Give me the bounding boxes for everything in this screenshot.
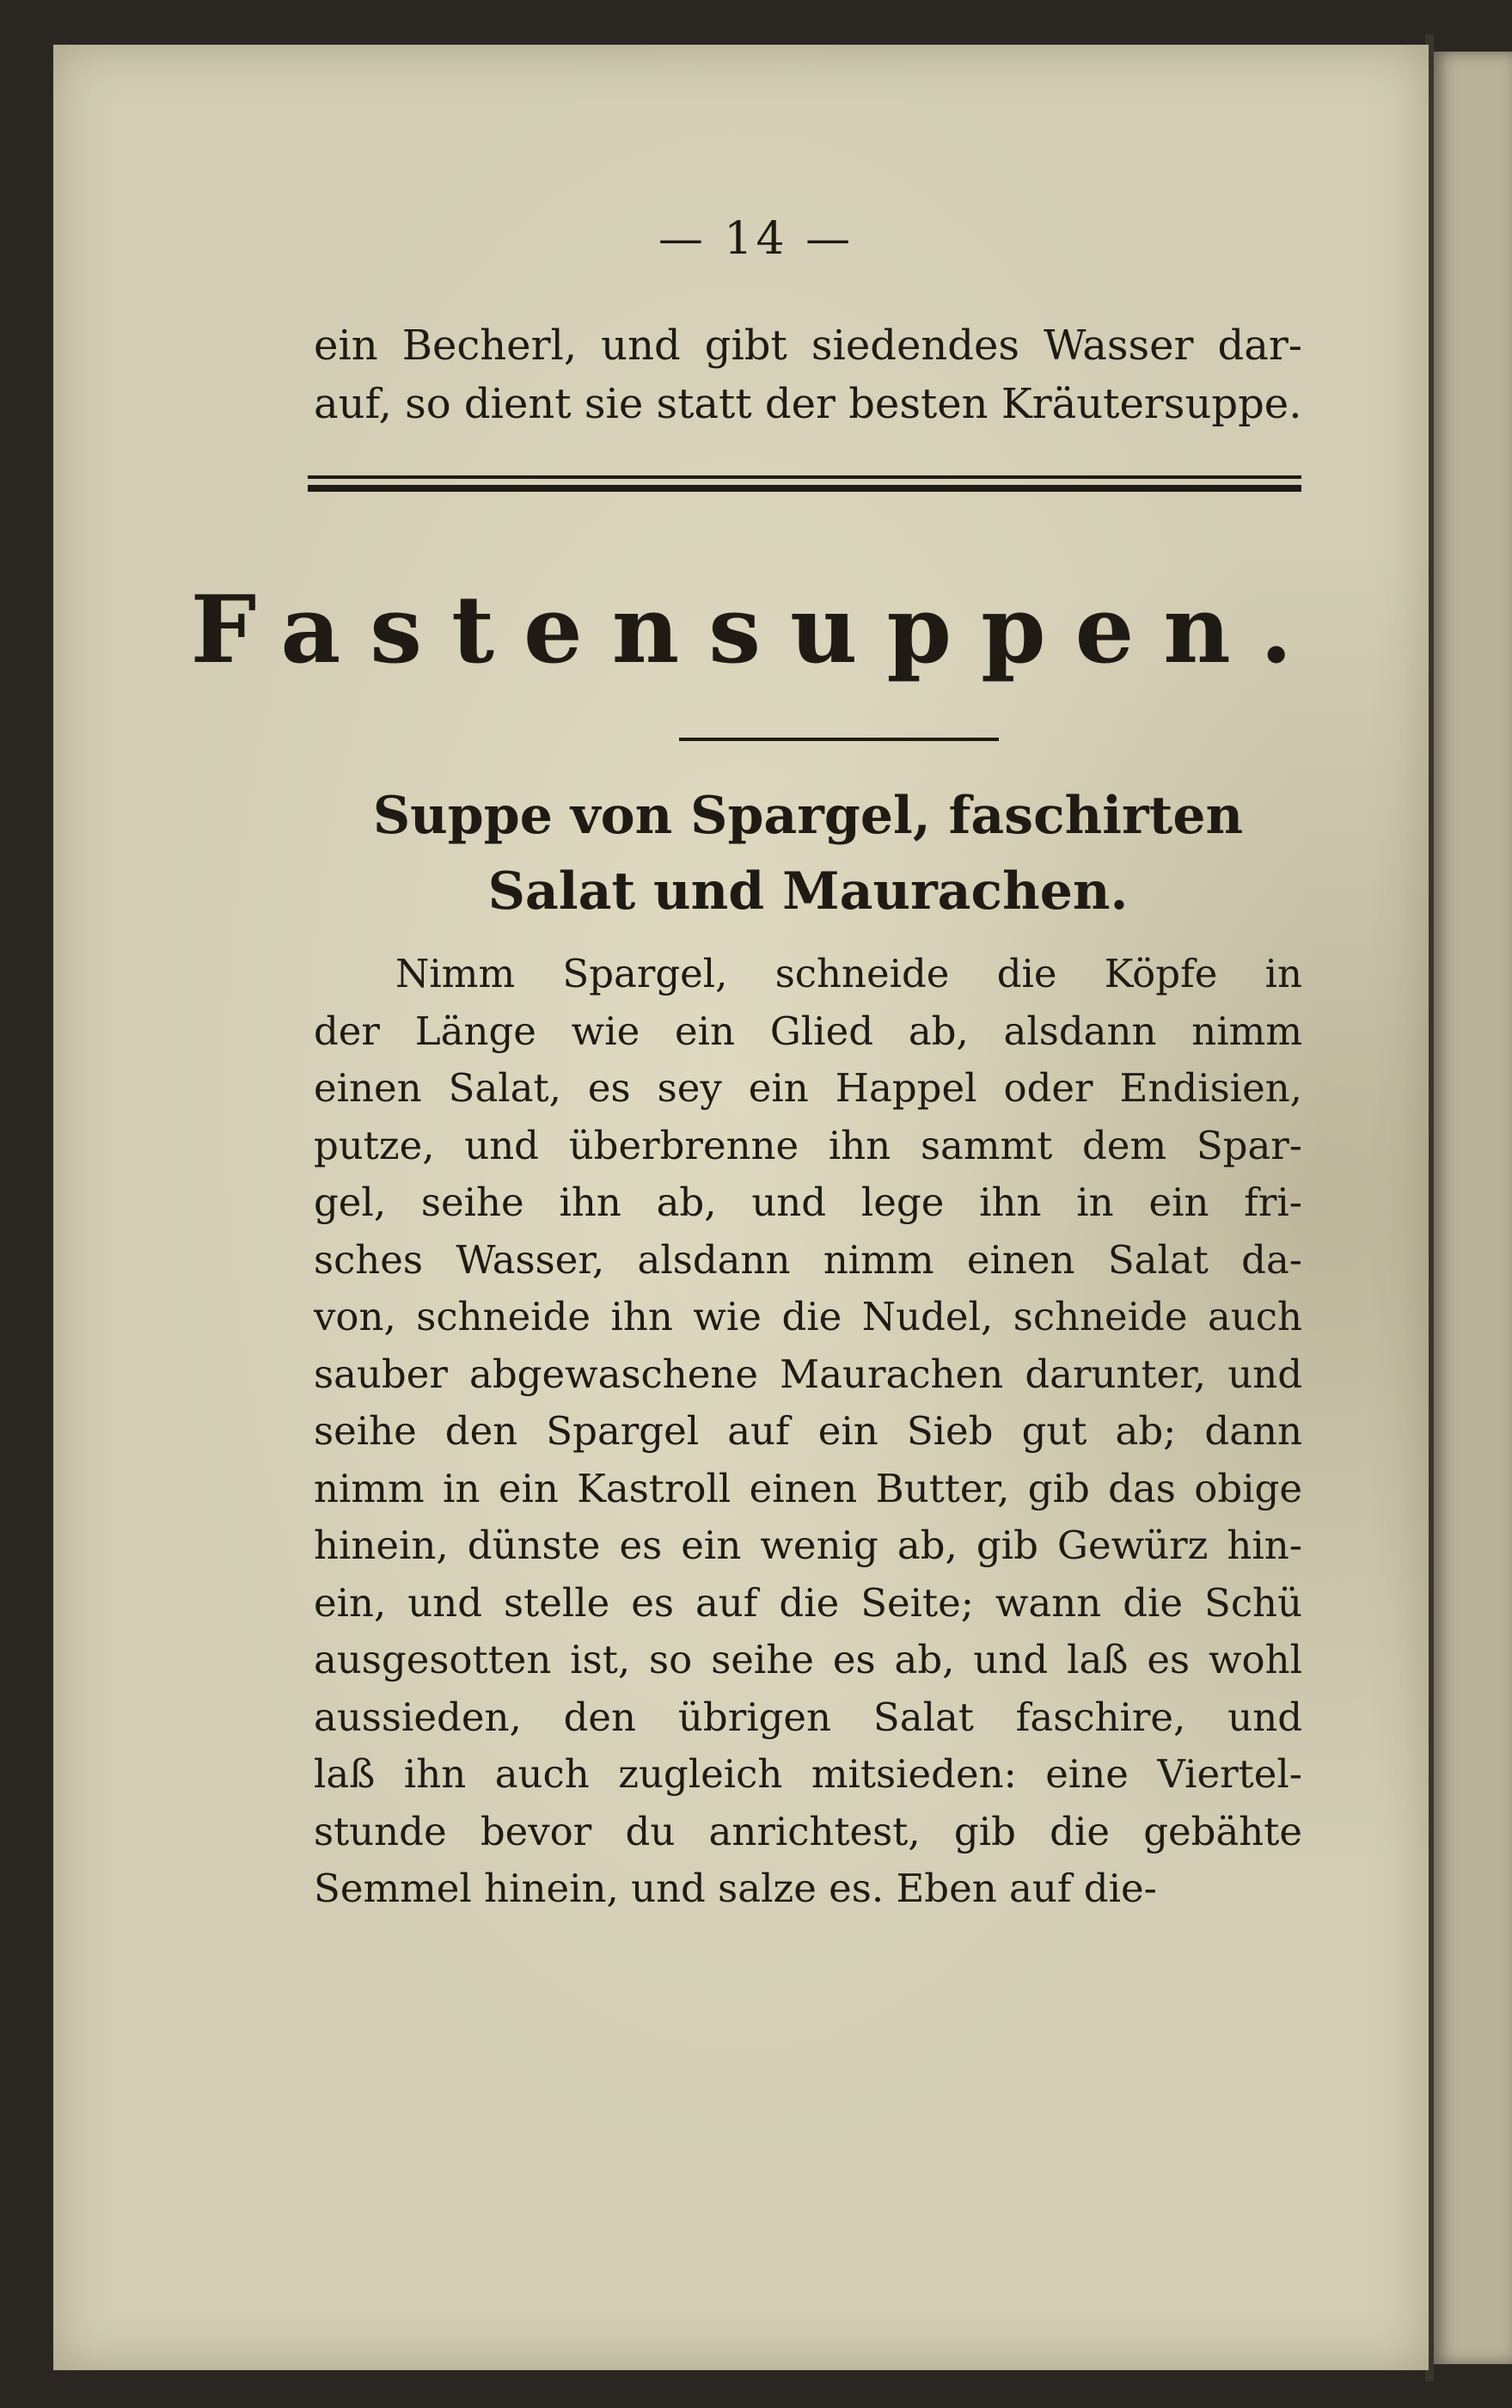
continuation-line: auf, so dient sie statt der besten Kräutersuppe. [314, 380, 1302, 428]
next-page-edge [1434, 52, 1512, 2364]
body-line: sauber abgewaschene Maurachen darunter, und [314, 1351, 1302, 1397]
body-line: laß ihn auch zugleich mitsieden: eine Viertel- [314, 1751, 1302, 1797]
divider-rule-thick [308, 485, 1301, 492]
section-title: Fastensuppen. [190, 576, 1322, 684]
body-line: der Länge wie ein Glied ab, alsdann nimm [314, 1008, 1302, 1054]
body-line: putze, und überbrenne ihn sammt dem Spar- [314, 1122, 1302, 1168]
recipe-body [314, 946, 1302, 1918]
body-line: gel, seihe ihn ab, und lege ihn in ein fri- [314, 1179, 1302, 1225]
body-line: nimm in ein Kastroll einen Butter, gib das obige [314, 1465, 1302, 1511]
body-line: ausgesotten ist, so seihe es ab, und laß es wohl [314, 1637, 1302, 1682]
body-line: einen Salat, es sey ein Happel oder Endisien, [314, 1065, 1302, 1111]
body-line: von, schneide ihn wie die Nudel, schneide auch [314, 1294, 1302, 1339]
body-line: hinein, dünste es ein wenig ab, gib Gewürz hin- [314, 1523, 1302, 1568]
body-line: stunde bevor du anrichtest, gib die gebähte [314, 1808, 1302, 1854]
body-line: Semmel hinein, und salze es. Eben auf die- [314, 1866, 1157, 1911]
body-line: aussieden, den übrigen Salat faschire, und [314, 1694, 1302, 1740]
body-line: Nimm Spargel, schneide die Köpfe in [395, 951, 1302, 996]
body-line: seihe den Spargel auf ein Sieb gut ab; dann [314, 1408, 1302, 1454]
page-number: — 14 — [658, 213, 854, 265]
body-line: sches Wasser, alsdann nimm einen Salat da- [314, 1236, 1302, 1283]
continuation-text [314, 316, 1302, 433]
title-underline [679, 738, 999, 741]
recipe-title: Suppe von Spargel, faschirten Salat und Maurachen. [372, 786, 1244, 922]
body-line: ein, und stelle es auf die Seite; wann die Schü [314, 1579, 1302, 1626]
divider-rule-thin [308, 475, 1301, 479]
continuation-line: ein Becherl, und gibt siedendes Wasser dar- [314, 322, 1302, 370]
